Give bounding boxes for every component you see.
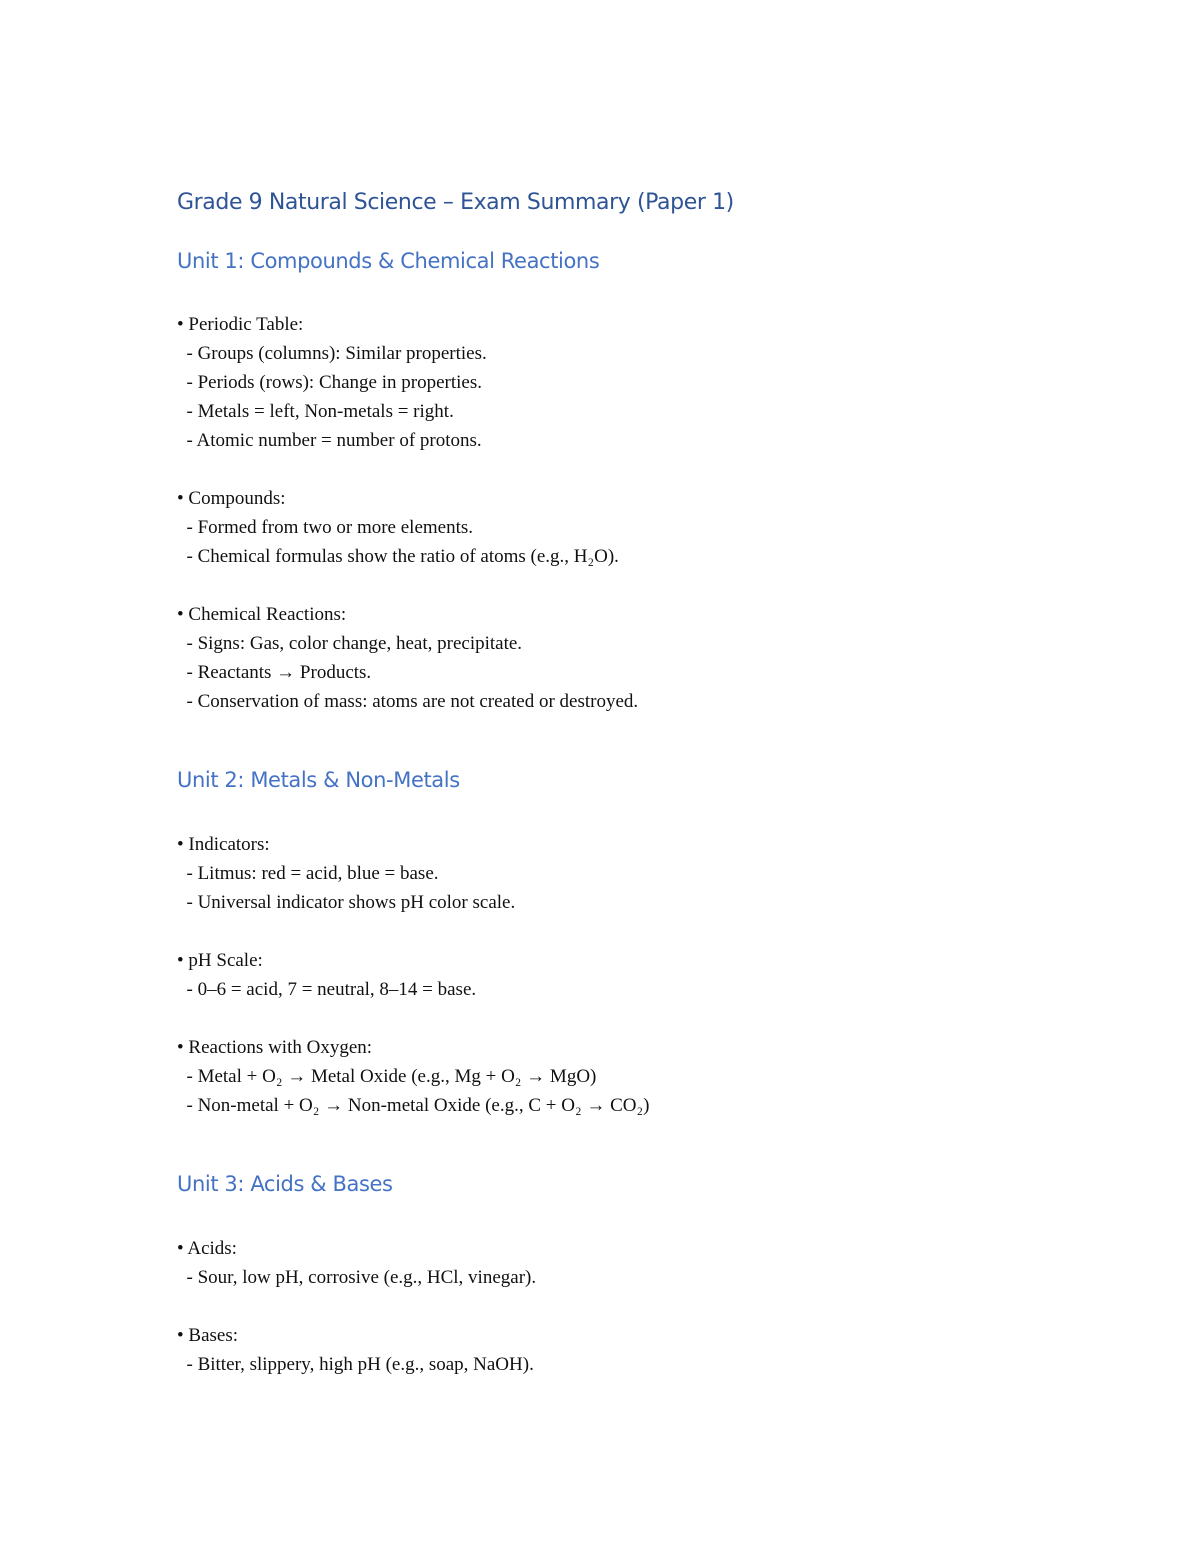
unit-3-bullet-acids: • Acids: (177, 1238, 237, 1259)
unit-3-subitem: - Sour, low pH, corrosive (e.g., HCl, vinegar). (177, 1267, 537, 1288)
unit-2-bullet-reactions-with-oxygen: • Reactions with Oxygen: (177, 1037, 373, 1058)
unit-1-bullet-periodic-table: • Periodic Table: (177, 314, 304, 335)
unit-2-bullet-ph-scale: • pH Scale: (177, 950, 263, 971)
document-title: Grade 9 Natural Science – Exam Summary (Paper 1) (177, 190, 734, 215)
unit-1-subitem: - Chemical formulas show the ratio of atoms (e.g., H₂O). (177, 546, 619, 567)
unit-1-subitem: - Reactants → Products. (177, 662, 372, 683)
unit-2-bullet-indicators: • Indicators: (177, 834, 270, 855)
unit-1-subitem: - Conservation of mass: atoms are not created or destroyed. (177, 691, 639, 712)
unit-1-subitem: - Groups (columns): Similar properties. (177, 343, 487, 364)
unit-3-heading: Unit 3: Acids & Bases (177, 1172, 393, 1196)
unit-1-subitem: - Signs: Gas, color change, heat, precipitate. (177, 633, 523, 654)
unit-1-subitem: - Metals = left, Non-metals = right. (177, 401, 454, 422)
unit-3-subitem: - Bitter, slippery, high pH (e.g., soap, NaOH). (177, 1354, 534, 1375)
unit-1-heading: Unit 1: Compounds & Chemical Reactions (177, 249, 600, 273)
unit-2-subitem: - Litmus: red = acid, blue = base. (177, 863, 439, 884)
unit-1-subitem: - Atomic number = number of protons. (177, 430, 482, 451)
unit-3-bullet-bases: • Bases: (177, 1325, 239, 1346)
unit-1-bullet-chemical-reactions: • Chemical Reactions: (177, 604, 347, 625)
unit-1-bullet-compounds: • Compounds: (177, 488, 286, 509)
unit-1-subitem: - Formed from two or more elements. (177, 517, 474, 538)
unit-2-subitem: - Non-metal + O₂ → Non-metal Oxide (e.g., C + O₂ → CO₂) (177, 1095, 650, 1116)
unit-2-subitem: - Metal + O₂ → Metal Oxide (e.g., Mg + O₂ → MgO) (177, 1066, 597, 1087)
unit-2-subitem: - Universal indicator shows pH color scale. (177, 892, 516, 913)
unit-2-subitem: - 0–6 = acid, 7 = neutral, 8–14 = base. (177, 979, 477, 1000)
unit-1-subitem: - Periods (rows): Change in properties. (177, 372, 482, 393)
unit-2-heading: Unit 2: Metals & Non-Metals (177, 768, 460, 792)
